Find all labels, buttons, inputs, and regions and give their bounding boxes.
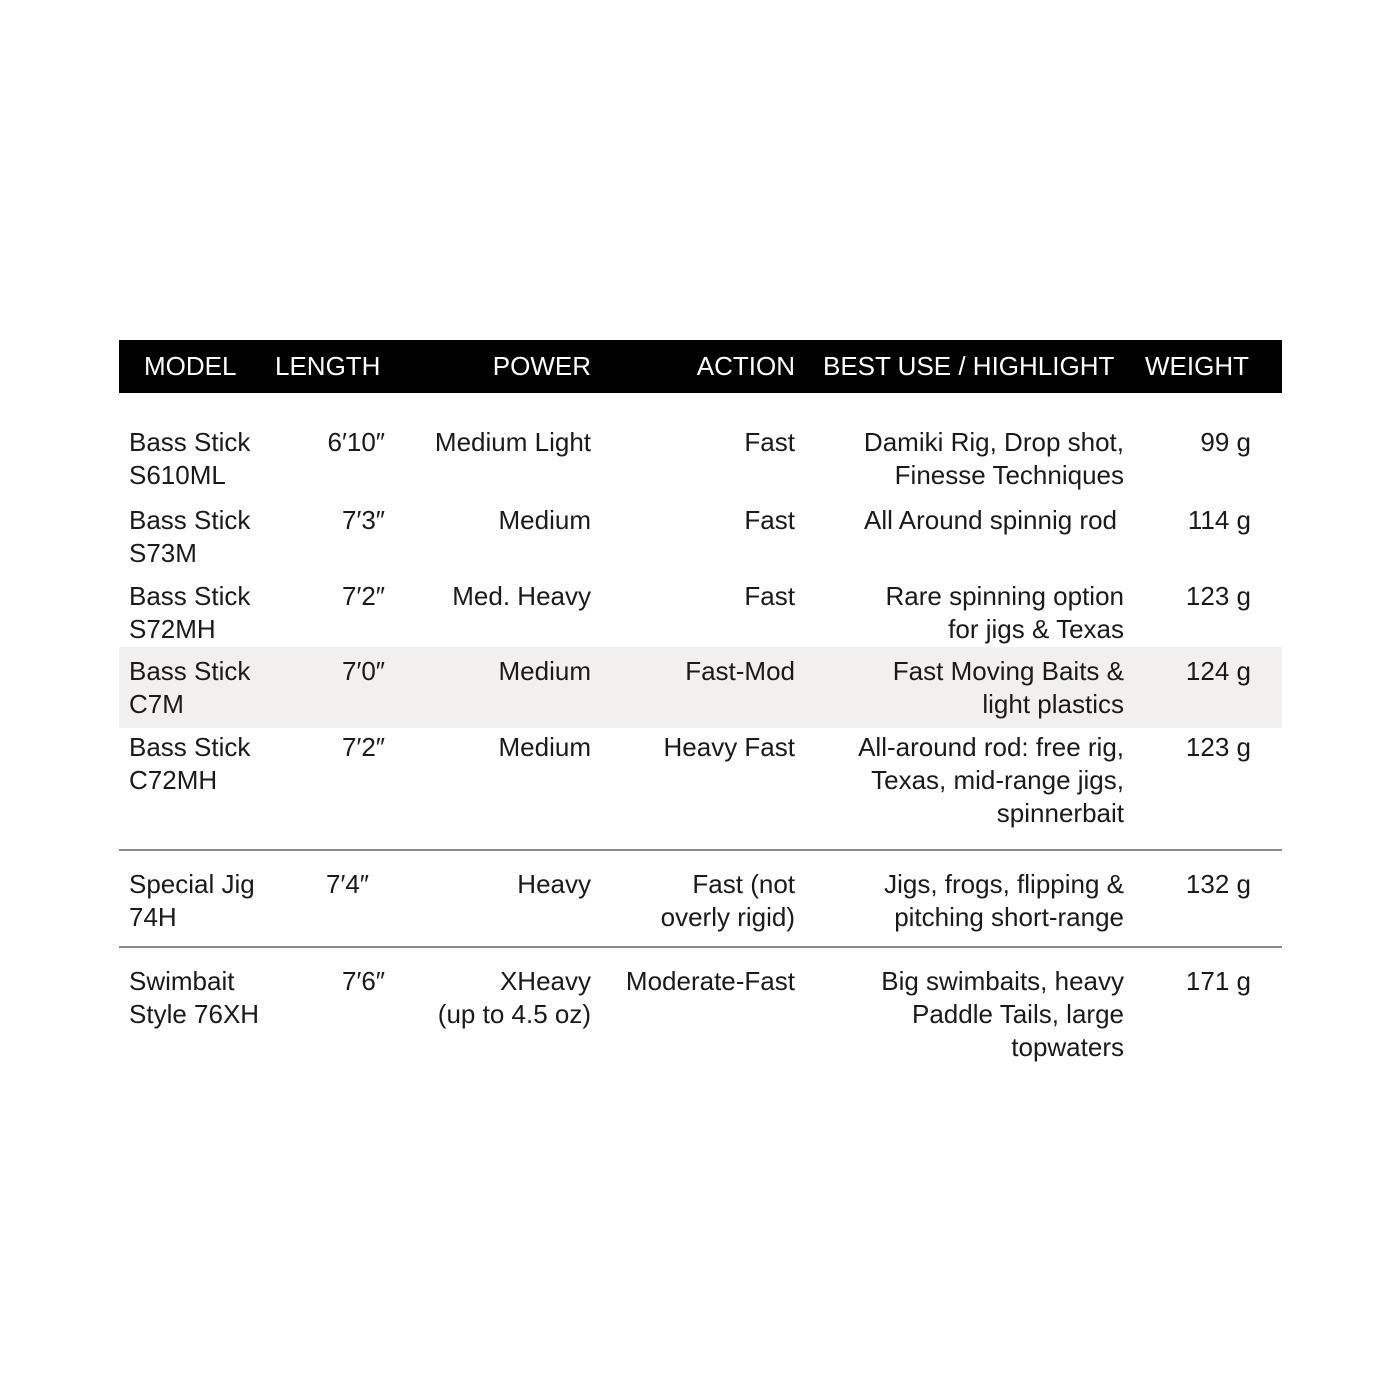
cell-model: Swimbait Style 76XH xyxy=(129,966,260,1029)
row-divider xyxy=(119,946,1282,948)
cell-power: Heavy xyxy=(517,869,591,899)
cell-weight: 99 g xyxy=(1200,427,1251,457)
cell-action: Fast xyxy=(744,581,795,611)
header-best-use: BEST USE / HIGHLIGHT xyxy=(823,351,1115,381)
cell-length: 7′0″ xyxy=(342,656,385,686)
cell-weight: 123 g xyxy=(1185,732,1251,762)
table-row xyxy=(119,504,1282,572)
header-length: LENGTH xyxy=(275,351,381,381)
header-power: POWER xyxy=(492,351,591,381)
table-row xyxy=(119,868,1282,936)
cell-power: Medium xyxy=(498,505,591,535)
cell-length: 6′10″ xyxy=(327,427,385,457)
table-row xyxy=(119,965,1282,1065)
cell-model: Bass Stick S72MH xyxy=(129,581,251,644)
cell-best-use: Fast Moving Baits & light plastics xyxy=(892,656,1124,719)
cell-model: Bass Stick S610ML xyxy=(129,427,251,490)
cell-action: Heavy Fast xyxy=(663,732,795,762)
cell-weight: 132 g xyxy=(1185,869,1251,899)
cell-length: 7′3″ xyxy=(342,505,385,535)
cell-weight: 124 g xyxy=(1185,656,1251,686)
cell-action: Moderate-Fast xyxy=(625,966,795,996)
header-weight: WEIGHT xyxy=(1145,351,1249,381)
cell-model: Bass Stick C72MH xyxy=(129,732,251,795)
cell-best-use: All-around rod: free rig, Texas, mid-range jigs, spinnerbait xyxy=(858,732,1124,828)
cell-best-use: All Around spinnig rod xyxy=(864,505,1117,535)
cell-weight: 171 g xyxy=(1185,966,1251,996)
cell-weight: 114 g xyxy=(1187,505,1251,535)
cell-length: 7′6″ xyxy=(342,966,385,996)
cell-best-use: Rare spinning option for jigs & Texas xyxy=(885,581,1124,644)
cell-model: Special Jig 74H xyxy=(129,869,255,932)
header-model: MODEL xyxy=(144,351,237,381)
cell-power: Med. Heavy xyxy=(452,581,591,611)
cell-best-use: Big swimbaits, heavy Paddle Tails, large topwaters xyxy=(881,966,1124,1062)
cell-power: Medium Light xyxy=(434,427,591,457)
header-action: ACTION xyxy=(696,351,795,381)
cell-power: Medium xyxy=(498,732,591,762)
cell-weight: 123 g xyxy=(1185,581,1251,611)
cell-length: 7′2″ xyxy=(342,732,385,762)
table-header xyxy=(119,340,1282,393)
cell-length: 7′2″ xyxy=(342,581,385,611)
cell-power: XHeavy (up to 4.5 oz) xyxy=(437,966,591,1029)
cell-action: Fast xyxy=(744,427,795,457)
cell-action: Fast xyxy=(744,505,795,535)
cell-power: Medium xyxy=(498,656,591,686)
cell-model: Bass Stick S73M xyxy=(129,505,251,568)
cell-length: 7′4″ xyxy=(326,869,369,899)
cell-best-use: Jigs, frogs, flipping & pitching short-range xyxy=(884,869,1124,932)
table-row xyxy=(119,580,1282,648)
table-row xyxy=(119,731,1282,831)
cell-action: Fast (not overly rigid) xyxy=(660,869,795,932)
table-row-highlighted xyxy=(119,647,1282,728)
table-row xyxy=(119,426,1282,494)
cell-action: Fast-Mod xyxy=(685,656,795,686)
cell-model: Bass Stick C7M xyxy=(129,656,251,719)
rod-spec-table xyxy=(119,340,1282,1062)
cell-best-use: Damiki Rig, Drop shot, Finesse Techniques xyxy=(863,427,1124,490)
row-divider xyxy=(119,849,1282,851)
